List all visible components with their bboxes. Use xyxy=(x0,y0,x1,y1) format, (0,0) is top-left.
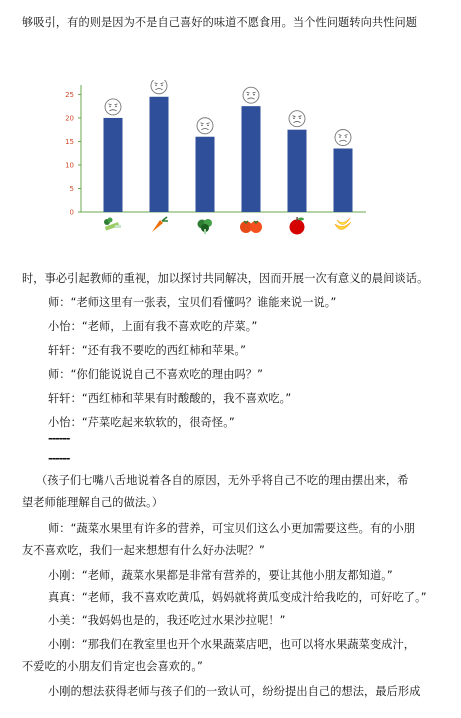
dialogue-line: 小刚：“老师，蔬菜水果都是非常有营养的，要让其他小朋友都知道。” xyxy=(48,569,393,582)
bar xyxy=(196,137,215,212)
dash-separator: ------ xyxy=(48,452,70,465)
dialogue-line: 轩轩：“还有我不要吃的西红柿和苹果。” xyxy=(48,344,247,357)
dialogue-line: 小美：“我妈妈也是的，我还吃过水果沙拉呢！” xyxy=(48,614,286,627)
dialogue-line: 师：“蔬菜水果里有许多的营养，可宝贝们这么小更加需要这些。有的小朋 xyxy=(48,522,416,535)
y-tick-label: 10 xyxy=(65,161,74,170)
dialogue-line: 轩轩：“西红柿和苹果有时酸酸的，我不喜欢吃。” xyxy=(48,392,292,405)
dialogue-line: 真真：“老师，我不喜欢吃黄瓜，妈妈就将黄瓜变成汁给我吃的，可好吃了。” xyxy=(48,591,427,604)
vegetable-carrot-icon xyxy=(152,217,168,232)
paragraph-line: 小刚的想法获得老师与孩子们的一致认可，纷纷提出自己的想法，最后形成 xyxy=(48,685,421,698)
dash-separator: ------ xyxy=(48,432,70,445)
bar xyxy=(104,118,123,212)
paragraph-line: 望老师能理解自己的做法。） xyxy=(22,496,164,509)
frown-face-icon xyxy=(289,111,305,127)
fruit-apple-icon xyxy=(290,217,305,235)
dialogue-line: 师：“你们能说说自己不喜欢吃的理由吗？” xyxy=(48,368,263,381)
y-tick-label: 20 xyxy=(65,114,74,123)
bar xyxy=(334,149,353,213)
dialogue-line: 师：“老师这里有一张表，宝贝们看懂吗？谁能来说一说。” xyxy=(48,296,337,309)
bar-chart xyxy=(56,80,376,240)
paragraph-line: 够吸引，有的则是因为不是自己喜好的味道不愿食用。当个性问题转向共性问题 xyxy=(22,16,418,29)
fruit-tomato-icon xyxy=(240,221,262,233)
bar xyxy=(288,130,307,212)
frown-face-icon xyxy=(335,130,351,146)
frown-face-icon xyxy=(197,118,213,134)
dialogue-line: 小怡：“老师，上面有我不喜欢吃的芹菜。” xyxy=(48,320,258,333)
y-tick-label: 5 xyxy=(69,184,74,193)
frown-face-icon xyxy=(105,99,121,115)
y-tick-label: 0 xyxy=(69,208,74,217)
vegetable-cabbage-icon xyxy=(198,219,213,234)
frown-face-icon xyxy=(243,87,259,103)
paragraph-line: （孩子们七嘴八舌地说着各自的原因，无外乎将自己不吃的理由摆出来，希 xyxy=(36,474,409,487)
bar xyxy=(242,106,261,212)
paragraph-line: 时，事必引起教师的重视，加以探讨共同解决，因而开展一次有意义的晨间谈话。 xyxy=(22,272,429,285)
dialogue-line: 小刚：“那我们在教室里也开个水果蔬菜店吧，也可以将水果蔬菜变成汁， xyxy=(48,638,416,651)
y-tick-label: 25 xyxy=(65,90,74,99)
y-tick-label: 15 xyxy=(65,137,74,146)
frown-face-icon xyxy=(151,80,167,94)
vegetable-celery-icon xyxy=(104,218,121,231)
bar xyxy=(150,97,169,212)
dialogue-line: 小怡：“芹菜吃起来软软的，很奇怪。” xyxy=(48,416,235,429)
dialogue-line: 友不喜欢吃，我们一起来想想有什么好办法呢？” xyxy=(22,544,265,557)
fruit-banana-icon xyxy=(335,218,351,230)
dialogue-line: 不爱吃的小朋友们肯定也会喜欢的。” xyxy=(22,660,203,673)
